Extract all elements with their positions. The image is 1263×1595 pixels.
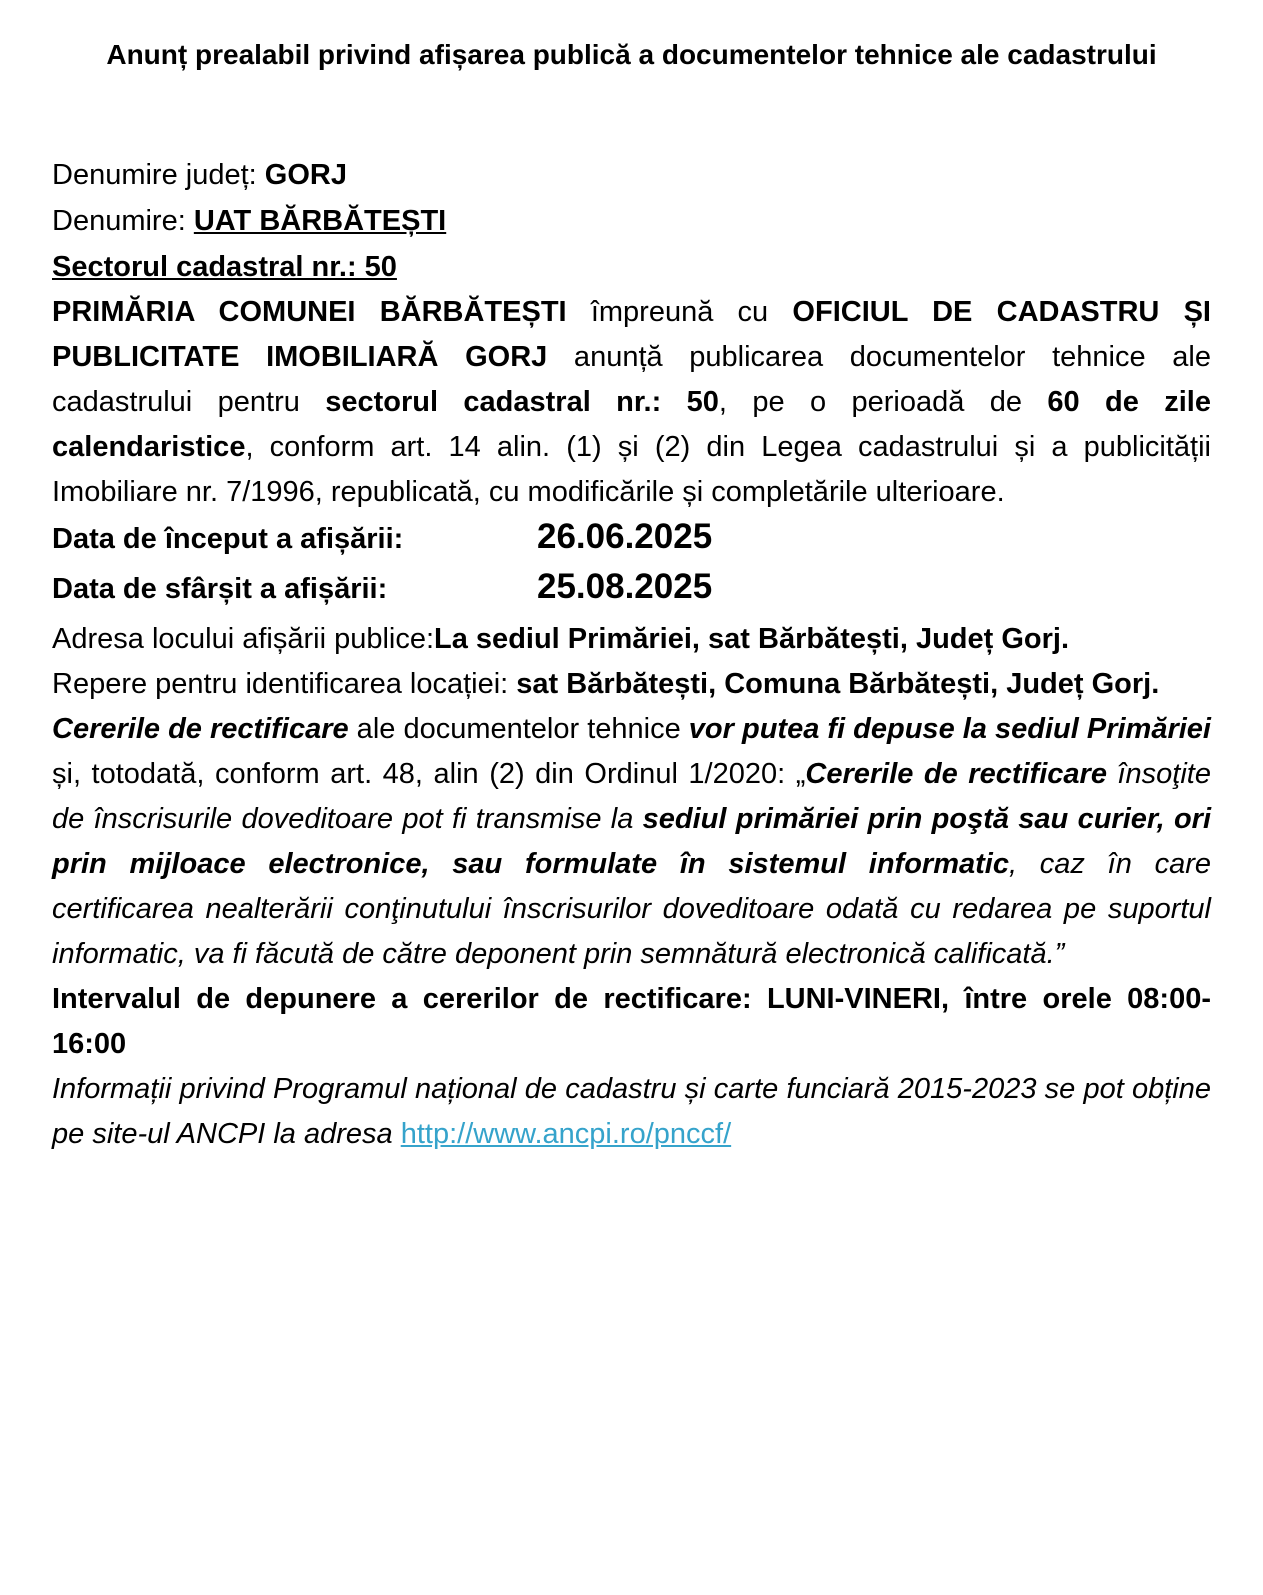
uat-line	[52, 198, 1211, 244]
landmarks-label: Repere pentru identificarea locației:	[52, 668, 517, 700]
announcement-authority: PRIMĂRIA COMUNEI BĂRBĂTEȘTI	[52, 296, 567, 328]
display-end-value: 25.08.2025	[537, 567, 713, 606]
display-start-value: 26.06.2025	[537, 517, 713, 556]
announcement-office: OFICIUL DE CADASTRU ȘI PUBLICITATE IMOBILIARĂ GORJ	[52, 296, 1211, 373]
meta-block	[52, 152, 1211, 290]
announcement-text: anunță publicarea documentelor tehnice ale cadastrului pentru	[52, 341, 1211, 418]
announcement-text: împreună cu	[566, 296, 793, 328]
uat-value: UAT BĂRBĂTEȘTI	[193, 205, 447, 237]
landmarks-paragraph	[52, 662, 1211, 707]
display-start-label: Data de început a afișării:	[52, 523, 404, 555]
county-line	[52, 152, 1211, 198]
rectification-quote-emphasis: Cererile de rectificare	[805, 758, 1107, 790]
address-line	[52, 617, 1211, 662]
address-label: Adresa locului afișării publice:	[52, 623, 435, 655]
address-value: La sediul Primăriei, sat Bărbătești, Județ Gorj.	[434, 623, 1070, 655]
interval-paragraph: Intervalul de depunere a cererilor de rectificare: LUNI-VINERI, între orele 08:00-16:00	[52, 983, 1211, 1060]
county-label: Denumire județ:	[52, 159, 265, 191]
rectification-text: ale documentelor tehnice	[348, 713, 689, 745]
sector-value: Sectorul cadastral nr.: 50	[52, 251, 397, 283]
document-title: Anunț prealabil privind afișarea publică a documentelor tehnice ale cadastrului	[106, 39, 1157, 70]
sector-line	[52, 244, 1211, 290]
rectification-quote-text: , caz în care certificarea nealterării conţinutului înscrisurilor doveditoare odată cu redarea pe suportul informatic, va fi făcută de către deponent prin semnătură electronică calificată.”	[52, 848, 1211, 970]
rectification-emphasis: vor putea fi depuse la sediul Primăriei	[688, 713, 1211, 745]
display-start-row	[52, 517, 1211, 567]
display-dates	[52, 517, 1211, 617]
rectification-quote-text: însoţite de înscrisurile doveditoare pot fi transmise la	[52, 758, 1211, 835]
display-end-row	[52, 567, 1211, 617]
announcement-text: , conform art. 14 alin. (1) și (2) din Legea cadastrului și a publicității Imobiliare nr. 7/1996, republicată, cu modificările și completările ulterioare.	[52, 431, 1211, 508]
announcement-paragraph	[52, 290, 1211, 515]
rectification-quote-emphasis: sediul primăriei prin poştă sau curier, ori prin mijloace electronice, sau formulate în sistemul informatic	[52, 803, 1212, 880]
announcement-sector: sectorul cadastral nr.: 50	[325, 386, 719, 418]
county-value: GORJ	[264, 159, 347, 191]
rectification-paragraph	[52, 707, 1211, 977]
info-paragraph	[52, 1067, 1211, 1157]
announcement-text: , pe o perioadă de	[718, 386, 1048, 418]
rectification-text: și, totodată, conform art. 48, alin (2) din Ordinul 1/2020: „	[52, 758, 806, 790]
ancpi-link[interactable]: http://www.ancpi.ro/pnccf/	[400, 1118, 732, 1150]
uat-label: Denumire:	[52, 205, 194, 237]
display-end-label: Data de sfârșit a afișării:	[52, 573, 388, 605]
landmarks-value: sat Bărbătești, Comuna Bărbătești, Județ Gorj.	[516, 668, 1160, 700]
rectification-emphasis: Cererile de rectificare	[52, 713, 349, 745]
info-text: Informații privind Programul național de cadastru și carte funciară 2015-2023 se pot obține pe site-ul ANCPI la adresa	[52, 1073, 1211, 1150]
announcement-duration: 60 de zile calendaristice	[52, 386, 1211, 463]
